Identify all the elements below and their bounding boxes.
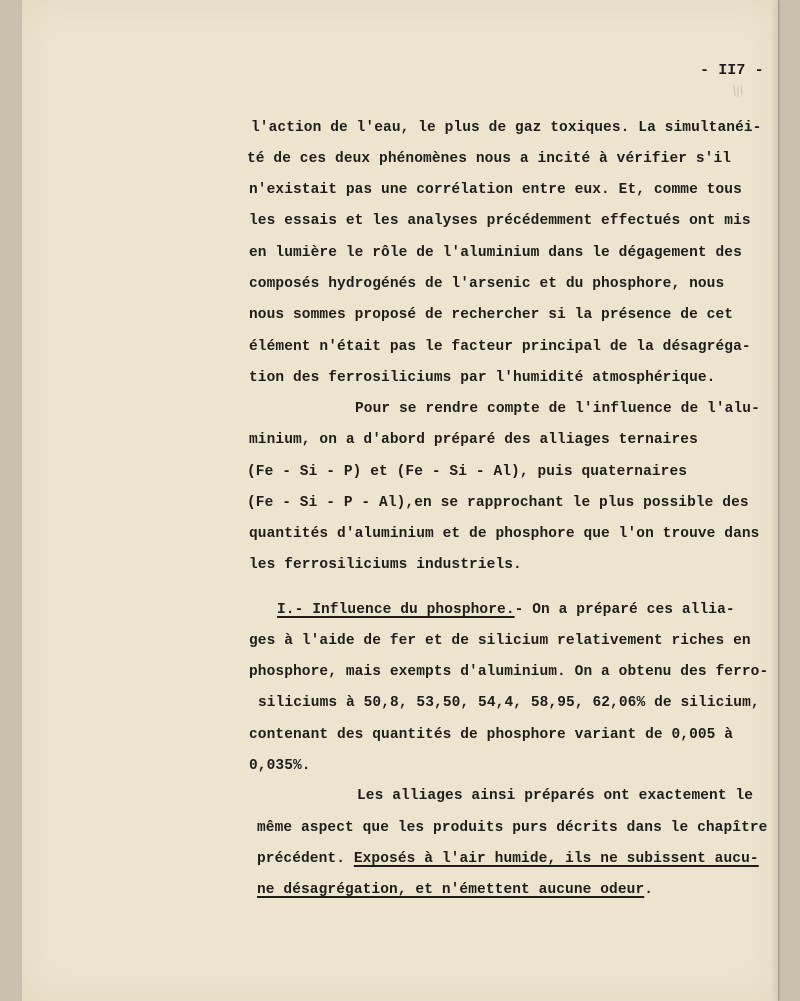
line-18: phosphore, mais exempts d'aluminium. On a obtenu des ferro- — [249, 664, 769, 680]
line-10: Pour se rendre compte de l'influence de l'alu- — [355, 401, 760, 417]
line-14: quantités d'aluminium et de phosphore que l'on trouve dans — [249, 526, 760, 542]
line-21: 0,035%. — [249, 758, 311, 774]
line-8: élément n'était pas le facteur principal de la désagréga- — [249, 339, 751, 355]
line-17: ges à l'aide de fer et de silicium relativement riches en — [249, 633, 751, 649]
line-11: minium, on a d'abord préparé des alliages ternaires — [249, 432, 698, 448]
line-22: Les alliages ainsi préparés ont exactement le — [357, 788, 754, 804]
line-25 — [257, 880, 653, 900]
line-20: contenant des quantités de phosphore variant de 0,005 à — [249, 727, 734, 743]
line-7: nous sommes proposé de rechercher si la présence de cet — [249, 307, 734, 323]
line-24 — [257, 849, 759, 869]
section-heading: I.- Influence du phosphore. — [277, 602, 515, 618]
line-24-underlined: Exposés à l'air humide, ils ne subissent aucu- — [353, 851, 759, 867]
line-19: siliciums à 50,8, 53,50, 54,4, 58,95, 62,06% de silicium, — [258, 695, 760, 711]
line-25-end: . — [644, 882, 654, 898]
line-16 — [277, 600, 735, 620]
line-24-plain: précédent. — [257, 851, 354, 867]
line-3: n'existait pas une corrélation entre eux. Et, comme tous — [249, 182, 742, 198]
line-25-underlined: ne désagrégation, et n'émettent aucune odeur — [257, 882, 645, 898]
paper-right-edge — [772, 0, 778, 1001]
line-16-rest: - On a préparé ces allia- — [514, 602, 735, 618]
page-number: - II7 - — [700, 62, 764, 79]
line-12: (Fe - Si - P) et (Fe - Si - Al), puis quaternaires — [247, 464, 688, 480]
line-4: les essais et les analyses précédemment effectués ont mis — [249, 213, 751, 229]
line-6: composés hydrogénés de l'arsenic et du phosphore, nous — [249, 276, 725, 292]
line-13: (Fe - Si - P - Al),en se rapprochant le plus possible des — [247, 495, 749, 511]
line-1: l'action de l'eau, le plus de gaz toxiques. La simultanéi- — [251, 120, 762, 136]
line-15: les ferrosiliciums industriels. — [249, 557, 522, 573]
pencil-mark-icon — [732, 84, 744, 98]
line-2: té de ces deux phénomènes nous a incité à vérifier s'il — [247, 151, 732, 167]
line-9: tion des ferrosiliciums par l'humidité atmosphérique. — [249, 370, 716, 386]
line-5: en lumière le rôle de l'aluminium dans le dégagement des — [249, 245, 742, 261]
line-23: même aspect que les produits purs décrits dans le chapître — [257, 820, 768, 836]
